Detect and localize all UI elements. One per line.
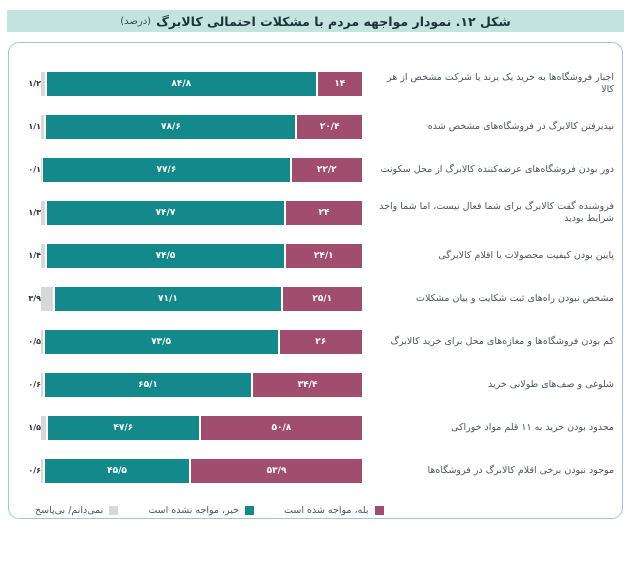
- segment-unknown: [41, 416, 46, 440]
- bar-row: [17, 105, 614, 148]
- bar-track: [41, 330, 362, 354]
- bar-row: [17, 320, 614, 363]
- segment-yes-value: ۳۴/۴: [297, 379, 318, 390]
- bar-track: [41, 459, 362, 483]
- bar-label: موجود نبودن برخی اقلام کالابرگ در فروشگاه‌ها: [427, 464, 614, 476]
- bar-row: [17, 406, 614, 449]
- segment-unknown: [41, 459, 43, 483]
- segment-yes: [318, 72, 362, 96]
- unknown-value-outside: ۱/۱: [28, 122, 41, 131]
- bar-label: پایین بودن کیفیت محصولات یا اقلام کالابرگی: [438, 249, 614, 261]
- figure-title-unit: (درصد): [120, 15, 152, 27]
- segment-no: [55, 287, 280, 311]
- bar-track: [41, 158, 362, 182]
- segment-no: [43, 158, 289, 182]
- segment-no: [45, 459, 189, 483]
- bar-row: [17, 363, 614, 406]
- segment-yes: [286, 201, 362, 225]
- segment-no-value: ۷۸/۶: [161, 121, 181, 132]
- bar-label: مشخص نبودن راه‌های ثبت شکایت و بیان مشکلات: [416, 292, 614, 304]
- segment-yes-value: ۱۴: [334, 78, 346, 89]
- segment-unknown: [41, 287, 53, 311]
- legend: [17, 505, 614, 516]
- bar-label: اجبار فروشگاه‌ها به خرید یک برند یا شرکت مشخص از هر کالا: [387, 71, 614, 95]
- segment-no-value: ۴۵/۵: [107, 465, 127, 476]
- segment-unknown: [41, 330, 43, 354]
- bar-row: [17, 191, 614, 234]
- legend-swatch-no-icon: [245, 506, 254, 515]
- segment-no-value: ۸۴/۸: [171, 78, 192, 89]
- legend-label-unknown: نمی‌دانم/ بی‌پاسخ: [35, 505, 104, 516]
- unknown-value-outside: ۱/۵: [28, 423, 41, 432]
- segment-yes: [292, 158, 362, 182]
- bar-row: [17, 449, 614, 492]
- segment-unknown: [41, 115, 44, 139]
- segment-yes-value: ۲۵/۱: [312, 293, 333, 304]
- chart-panel: [8, 42, 623, 519]
- legend-item-yes: [284, 505, 383, 516]
- segment-yes-value: ۵۳/۹: [266, 465, 287, 476]
- bar-track: [41, 373, 362, 397]
- segment-yes: [283, 287, 362, 311]
- rows: [17, 62, 614, 492]
- unknown-value-outside: ۱/۴: [28, 251, 41, 260]
- unknown-value-outside: ۱/۳: [28, 208, 41, 217]
- segment-yes: [297, 115, 362, 139]
- unknown-value-outside: ۰/۶: [28, 466, 41, 475]
- unknown-value-outside: ۱/۲: [28, 79, 41, 88]
- bar-label: شلوغی و صف‌های طولانی خرید: [487, 378, 614, 390]
- segment-no-value: ۷۳/۵: [151, 336, 171, 347]
- segment-yes: [191, 459, 362, 483]
- bar-row: [17, 62, 614, 105]
- segment-no-value: ۷۴/۵: [155, 250, 176, 261]
- legend-label-no: خیر، مواجه نشده است: [148, 505, 240, 516]
- segment-no: [48, 416, 199, 440]
- segment-unknown: [41, 373, 43, 397]
- segment-yes: [201, 416, 362, 440]
- segment-no: [45, 373, 251, 397]
- segment-no: [47, 72, 316, 96]
- segment-no-value: ۷۷/۶: [156, 164, 177, 175]
- segment-yes-value: ۲۶: [315, 336, 327, 347]
- bar-row: [17, 148, 614, 191]
- segment-yes-value: ۲۴/۱: [313, 250, 334, 261]
- unknown-value-outside: ۰/۶: [28, 380, 41, 389]
- segment-yes: [286, 244, 362, 268]
- bar-row: [17, 234, 614, 277]
- bar-label: نپذیرفتن کالابرگ در فروشگاه‌های مشخص شده: [427, 120, 614, 132]
- segment-yes-value: ۲۲/۲: [316, 164, 337, 175]
- segment-yes-value: ۲۴: [318, 207, 330, 218]
- figure-title-band: [7, 10, 624, 32]
- bar-track: [41, 416, 362, 440]
- segment-no-value: ۷۴/۷: [155, 207, 176, 218]
- segment-no: [46, 115, 295, 139]
- bar-track: [41, 115, 362, 139]
- legend-swatch-yes-icon: [375, 506, 384, 515]
- segment-yes: [253, 373, 362, 397]
- unknown-value-outside: ۰/۵: [28, 337, 41, 346]
- figure-title: شکل ۱۲. نمودار مواجهه مردم با مشکلات احتمالی کالابرگ: [156, 13, 511, 29]
- segment-no: [47, 244, 283, 268]
- bar-track: [41, 72, 362, 96]
- bar-label: فروشنده گفت کالابرگ برای شما فعال نیست، اما شما واجد شرایط بودید: [379, 200, 614, 224]
- bar-track: [41, 287, 362, 311]
- segment-no-value: ۶۵/۱: [138, 379, 158, 390]
- segment-unknown: [41, 72, 45, 96]
- bar-label: دور بودن فروشگاه‌های عرضه‌کننده کالابرگ از محل سکونت: [380, 163, 614, 175]
- segment-unknown: [41, 201, 45, 225]
- segment-no-value: ۴۷/۶: [113, 422, 134, 433]
- legend-swatch-unknown-icon: [109, 506, 118, 515]
- segment-no-value: ۷۱/۱: [158, 293, 178, 304]
- bar-label: کم بودن فروشگاه‌ها و مغازه‌های محل برای خرید کالابرگ: [390, 335, 614, 347]
- bar-row: [17, 277, 614, 320]
- unknown-value-outside: ۳/۹: [28, 294, 41, 303]
- bar-label: محدود بودن خرید به ۱۱ قلم مواد خوراکی: [451, 421, 614, 433]
- segment-yes: [280, 330, 362, 354]
- unknown-value-outside: ۰/۱: [28, 165, 41, 174]
- legend-item-unknown: [35, 505, 118, 516]
- legend-label-yes: بله، مواجه شده است: [284, 505, 369, 516]
- legend-item-no: [148, 505, 254, 516]
- segment-yes-value: ۲۰/۴: [319, 121, 340, 132]
- segment-unknown: [41, 244, 45, 268]
- bar-track: [41, 201, 362, 225]
- segment-no: [45, 330, 278, 354]
- bar-track: [41, 244, 362, 268]
- segment-no: [47, 201, 284, 225]
- segment-yes-value: ۵۰/۸: [271, 422, 292, 433]
